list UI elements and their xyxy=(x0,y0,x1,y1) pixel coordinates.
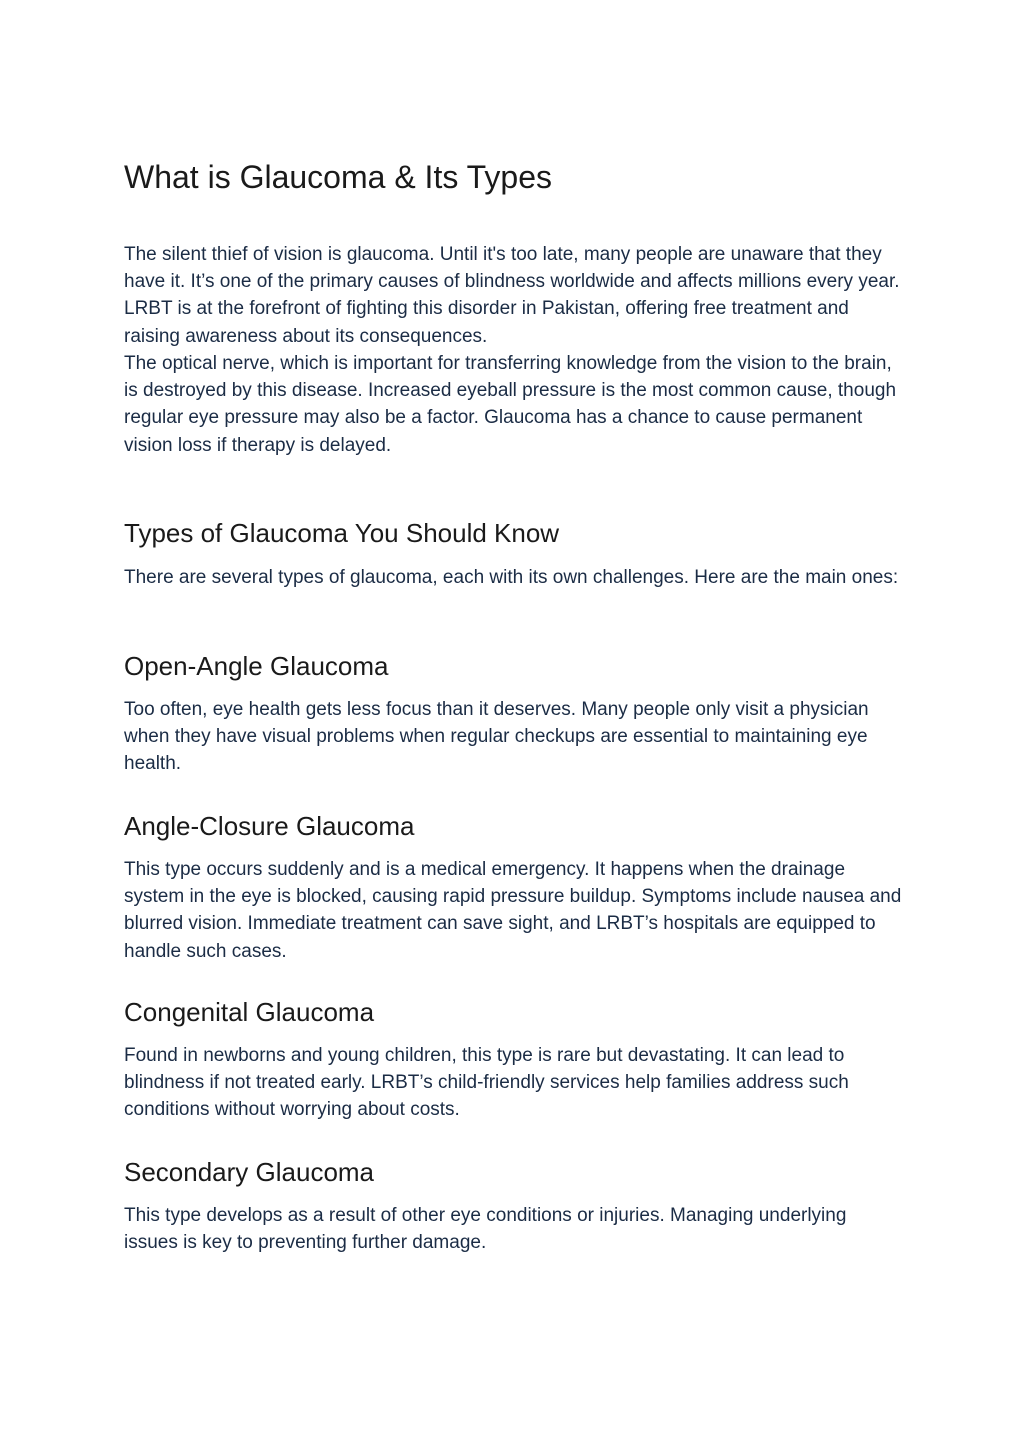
section-body-secondary: This type develops as a result of other eye conditions or injuries. Managing underlying issues is key to preventing further damage. xyxy=(124,1205,847,1254)
page-title: What is Glaucoma & Its Types xyxy=(124,159,553,195)
section-body-types: There are several types of glaucoma, each with its own challenges. Here are the main ones: xyxy=(124,567,899,588)
section-heading-angle-closure: Angle-Closure Glaucoma xyxy=(124,811,415,841)
section-heading-open-angle: Open-Angle Glaucoma xyxy=(124,651,389,681)
section-heading-congenital: Congenital Glaucoma xyxy=(124,997,375,1027)
section-body-open-angle: Too often, eye health gets less focus than it deserves. Many people only visit a physician when they have visual problems when regular checkups are essential to maintaining eye health. xyxy=(124,699,869,775)
intro-paragraph-1: The silent thief of vision is glaucoma. Until it's too late, many people are unaware that they have it. It’s one of the primary causes of blindness worldwide and affects millions every year. LRBT is at the forefront of fighting this disorder in Pakistan, offering free treatment and raising awareness about its consequences. xyxy=(124,244,900,347)
intro-paragraph-2: The optical nerve, which is important for transferring knowledge from the vision to the brain, is destroyed by this disease. Increased eyeball pressure is the most common cause, though regular eye pressure may also be a factor. Glaucoma has a chance to cause permanent vision loss if therapy is delayed. xyxy=(124,353,897,456)
section-heading-secondary: Secondary Glaucoma xyxy=(124,1157,375,1187)
section-heading-types: Types of Glaucoma You Should Know xyxy=(124,518,560,548)
section-body-congenital: Found in newborns and young children, this type is rare but devastating. It can lead to blindness if not treated early. LRBT’s child-friendly services help families address such conditions without worrying about costs. xyxy=(124,1045,849,1121)
section-body-angle-closure: This type occurs suddenly and is a medical emergency. It happens when the drainage system in the eye is blocked, causing rapid pressure buildup. Symptoms include nausea and blurred vision. Immediate treatment can save sight, and LRBT’s hospitals are equipped to handle such cases. xyxy=(124,859,902,962)
